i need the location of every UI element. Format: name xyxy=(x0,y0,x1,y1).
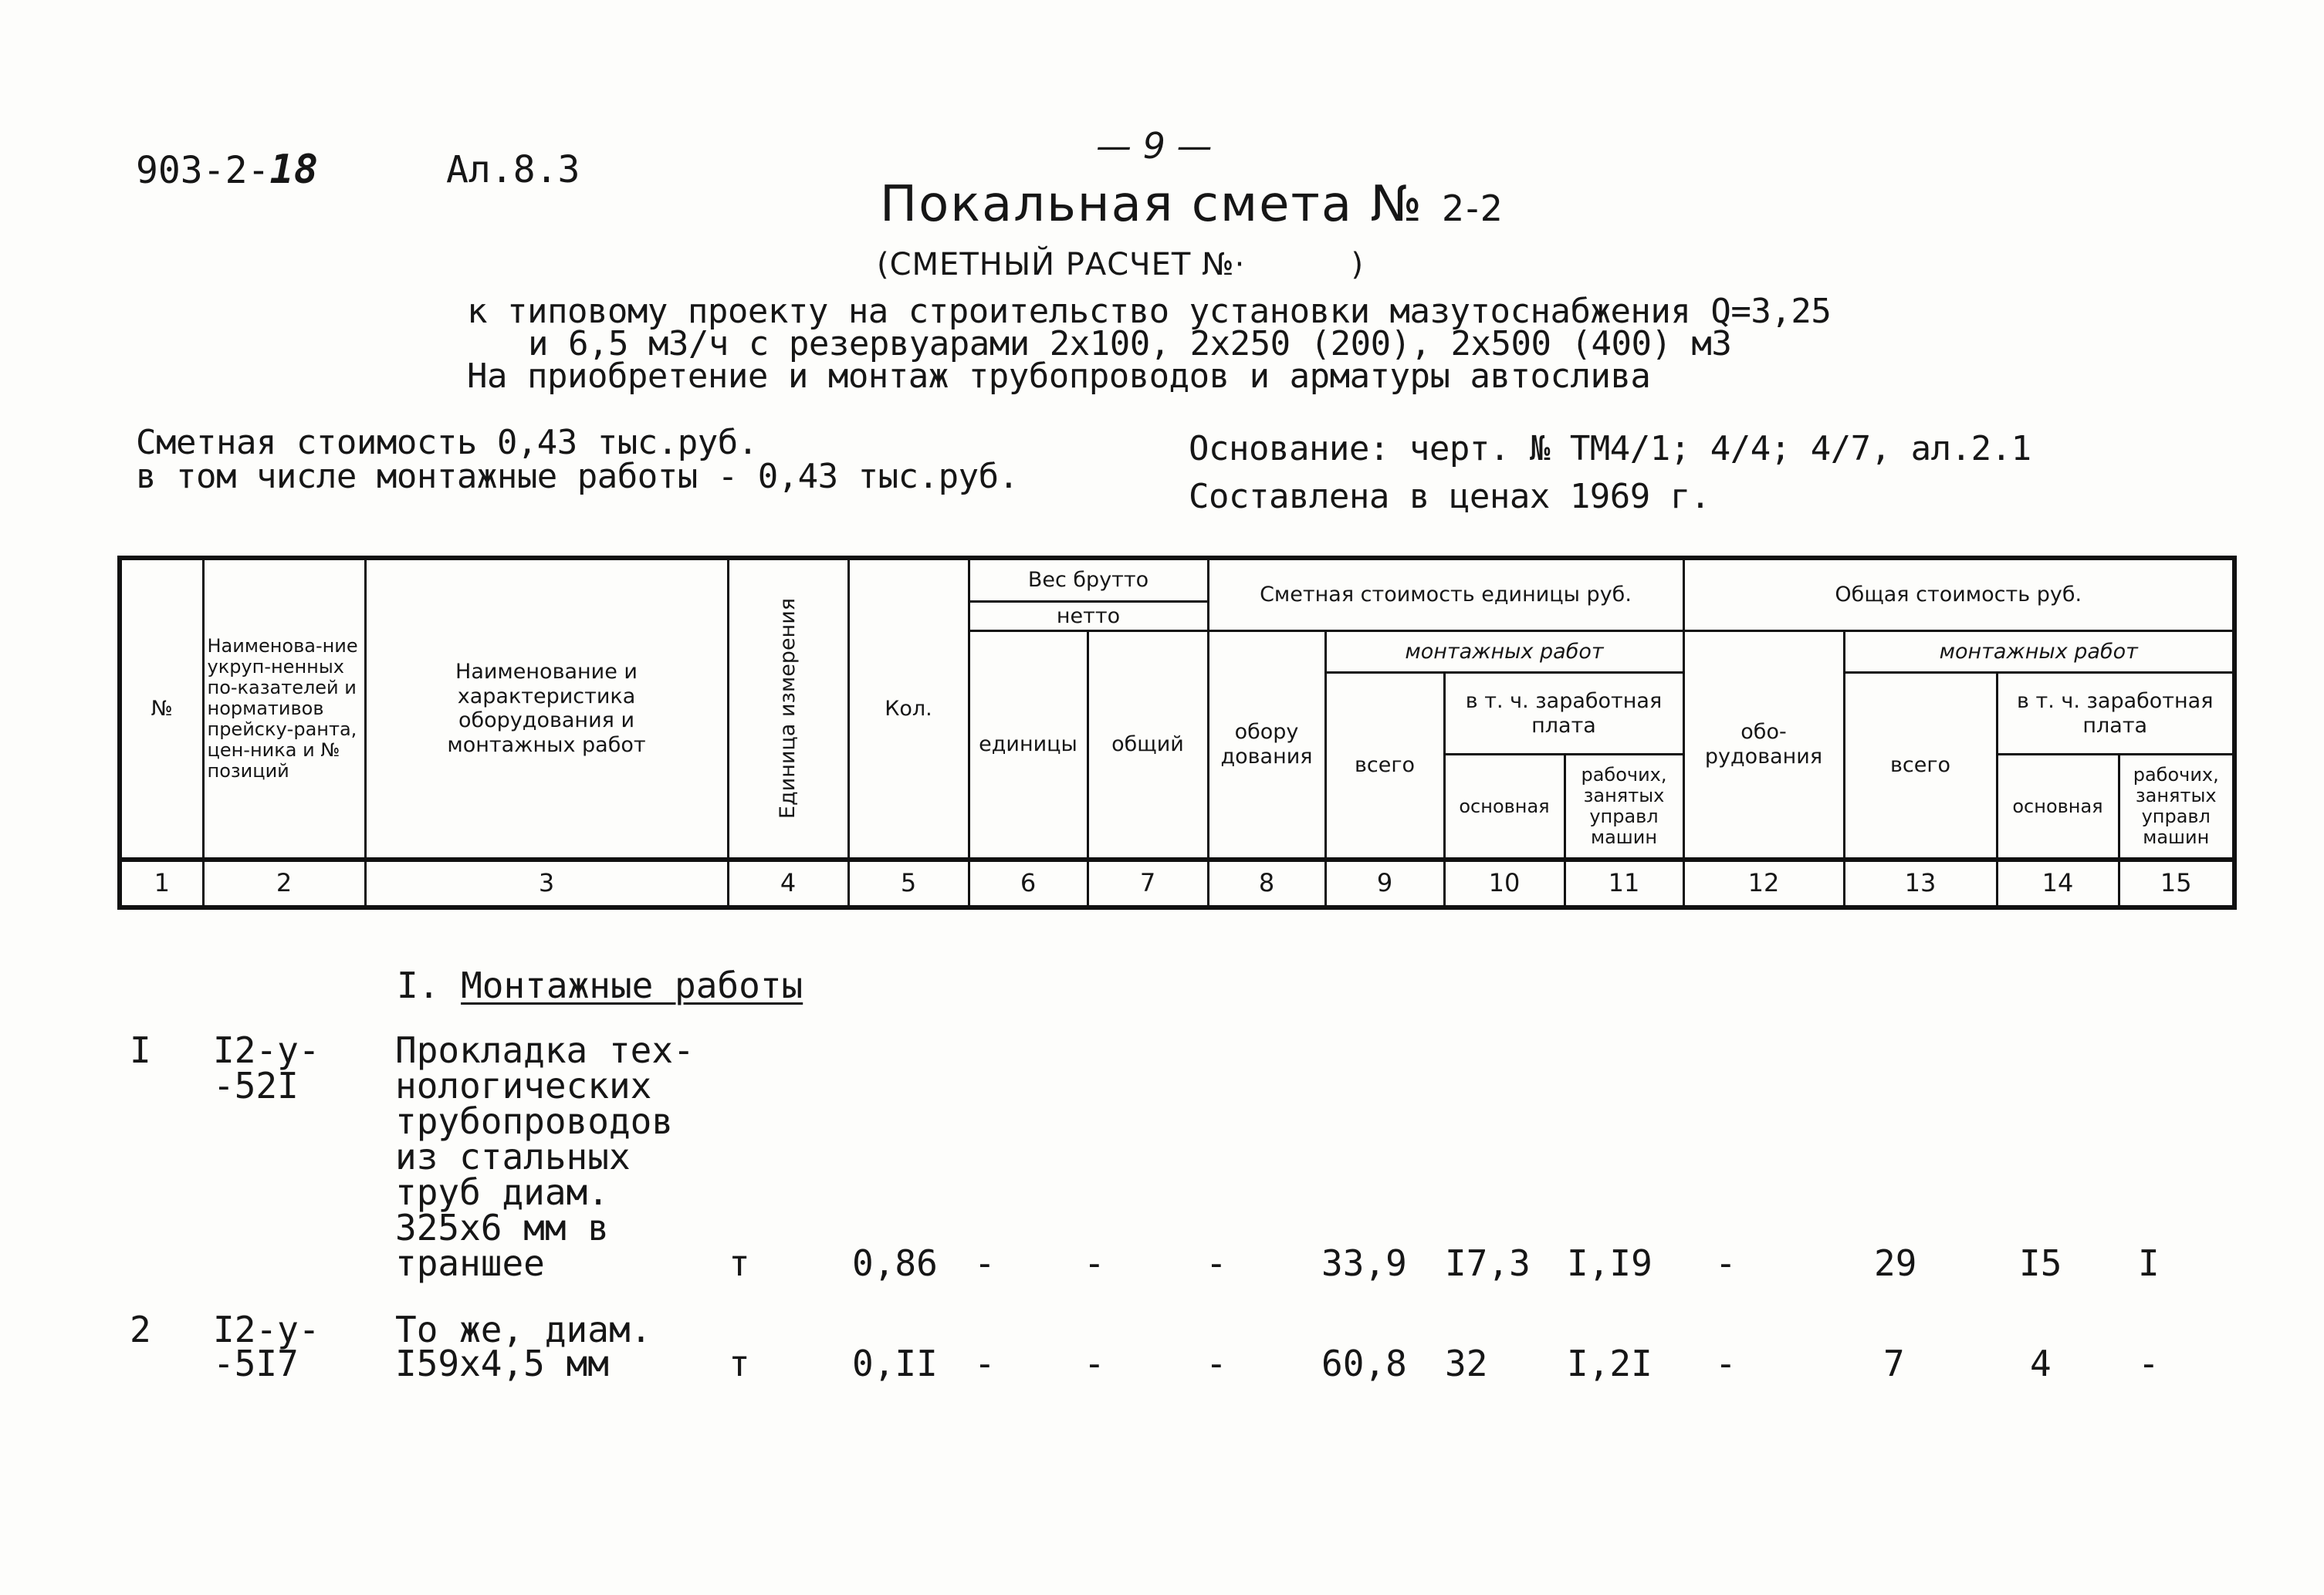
drawing-code-prefix: 903-2- xyxy=(136,149,270,192)
column-number-row xyxy=(120,860,2234,907)
row-description-line: нологических xyxy=(395,1065,652,1107)
row-total-wage-machine: I xyxy=(2138,1242,2160,1284)
col-header-unit-wage-machine: рабочих, занятых управл машин xyxy=(1565,755,1683,860)
col-number: 7 xyxy=(1088,860,1208,907)
prices-line: Составлена в ценах 1969 г. xyxy=(1189,477,1710,516)
row-total-equipment: - xyxy=(1715,1242,1737,1284)
row-description-line: Прокладка тех- xyxy=(395,1029,695,1071)
col-header-quantity: Кол. xyxy=(848,558,969,860)
basis-line: Основание: черт. № ТМ4/1; 4/4; 4/7, ал.2.1 xyxy=(1189,429,2031,468)
row-unit-wage-main: I7,3 xyxy=(1445,1242,1531,1284)
row-weight-total: - xyxy=(1084,1343,1105,1384)
project-line-3: На приобретение и монтаж трубопроводов и арматуры автослива xyxy=(467,357,1651,396)
col-group-unit-wage: в т. ч. заработная плата xyxy=(1444,673,1683,755)
col-number: 14 xyxy=(1997,860,2119,907)
row-description-line: I59х4,5 мм xyxy=(395,1343,609,1384)
row-description-line: труб диам. xyxy=(395,1171,609,1213)
row-unit: т xyxy=(729,1343,750,1384)
doc-subtitle: (СМЕТНЫЙ РАСЧЕТ №· ) xyxy=(877,247,1365,282)
row-description-line: из стальных xyxy=(395,1136,631,1178)
col-header-number: № xyxy=(120,558,203,860)
row-unit-wage-machine: I,2I xyxy=(1567,1343,1653,1384)
col-number: 8 xyxy=(1208,860,1325,907)
col-header-total-wage-main: основная xyxy=(1997,755,2119,860)
install-cost-line: в том числе монтажные работы - 0,43 тыс.руб. xyxy=(136,457,1019,496)
cost-line: Сметная стоимость 0,43 тыс.руб. xyxy=(136,423,758,462)
row-total-install: 29 xyxy=(1874,1242,1917,1284)
row-unit-equipment: - xyxy=(1206,1343,1227,1384)
col-header-norm-code: Наименова-ние укруп-ненных по-казателей и нормативов прейску-ранта, цен-ника и № позиций xyxy=(203,558,365,860)
col-header-description: Наименование и характеристика оборудования и монтажных работ xyxy=(365,558,728,860)
col-group-total-install: монтажных работ xyxy=(1844,631,2234,673)
col-header-total-equipment: обо-рудования xyxy=(1683,631,1844,860)
row-description-line: 325х6 мм в xyxy=(395,1207,609,1249)
row-number: 2 xyxy=(130,1309,151,1350)
page-number: — 9 — xyxy=(1096,125,1213,167)
col-number: 1 xyxy=(120,860,203,907)
row-weight-unit: - xyxy=(974,1343,996,1384)
col-group-total-wage: в т. ч. заработная плата xyxy=(1997,673,2234,755)
col-header-unit-wage-main: основная xyxy=(1444,755,1565,860)
doc-title-text: Покальная смета № xyxy=(880,176,1423,233)
col-number: 12 xyxy=(1683,860,1844,907)
col-header-unit-install-total: всего xyxy=(1325,673,1444,860)
col-header-unit-equipment: обору дования xyxy=(1208,631,1325,860)
col-header-total-wage-machine: рабочих, занятых управл машин xyxy=(2119,755,2234,860)
row-unit-wage-machine: I,I9 xyxy=(1567,1242,1653,1284)
row-code-line-2: -52I xyxy=(213,1065,299,1107)
row-unit-install-total: 60,8 xyxy=(1321,1343,1407,1384)
col-group-weight: Вес брутто xyxy=(969,558,1208,601)
row-unit-equipment: - xyxy=(1206,1242,1227,1284)
row-code-line-1: I2-у- xyxy=(213,1029,320,1071)
section-number: I. xyxy=(397,965,440,1006)
col-number: 11 xyxy=(1565,860,1683,907)
row-total-equipment: - xyxy=(1715,1343,1737,1384)
col-group-unit-install: монтажных работ xyxy=(1325,631,1683,673)
row-code-line-1: I2-у- xyxy=(213,1309,320,1350)
drawing-code-suffix: 18 xyxy=(269,147,319,193)
col-number: 2 xyxy=(203,860,365,907)
row-description-line: траншее xyxy=(395,1242,545,1284)
col-number: 13 xyxy=(1844,860,1997,907)
col-header-unit xyxy=(728,558,848,860)
col-header-total-install-total: всего xyxy=(1844,673,1997,860)
col-header-unit-text: Единица измерения xyxy=(776,598,800,819)
row-unit-wage-main: 32 xyxy=(1445,1343,1488,1384)
row-weight-total: - xyxy=(1084,1242,1105,1284)
row-description-line: трубопроводов xyxy=(395,1100,674,1142)
row-total-wage-machine: - xyxy=(2138,1343,2160,1384)
row-unit: т xyxy=(729,1242,750,1284)
estimate-header-table xyxy=(117,556,2237,910)
col-number: 9 xyxy=(1325,860,1444,907)
row-total-install: 7 xyxy=(1883,1343,1905,1384)
col-number: 5 xyxy=(848,860,969,907)
col-group-weight-net: нетто xyxy=(969,601,1208,631)
doc-title-number: 2-2 xyxy=(1441,188,1505,229)
section-title xyxy=(397,965,803,1006)
row-unit-install-total: 33,9 xyxy=(1321,1242,1407,1284)
col-number: 3 xyxy=(365,860,728,907)
album-number: Ал.8.3 xyxy=(446,148,580,191)
col-number: 6 xyxy=(969,860,1088,907)
col-group-total-cost: Общая стоимость руб. xyxy=(1683,558,2234,631)
col-header-weight-unit: единицы xyxy=(969,631,1088,860)
col-number: 15 xyxy=(2119,860,2234,907)
doc-title xyxy=(880,176,1504,233)
project-line-2: и 6,5 м3/ч с резервуарами 2х100, 2х250 (200), 2х500 (400) м3 xyxy=(528,324,1732,363)
col-group-unit-cost: Сметная стоимость единицы руб. xyxy=(1208,558,1683,631)
col-number: 10 xyxy=(1444,860,1565,907)
row-number: I xyxy=(130,1029,151,1071)
row-quantity: 0,86 xyxy=(852,1242,938,1284)
drawing-code xyxy=(136,147,318,193)
row-quantity: 0,II xyxy=(852,1343,938,1384)
row-total-wage-main: I5 xyxy=(2019,1242,2062,1284)
section-title-text: Монтажные работы xyxy=(461,965,803,1006)
row-weight-unit: - xyxy=(974,1242,996,1284)
row-code-line-2: -5I7 xyxy=(213,1343,299,1384)
row-description-line: То же, диам. xyxy=(395,1309,652,1350)
col-number: 4 xyxy=(728,860,848,907)
col-header-weight-total: общий xyxy=(1088,631,1208,860)
project-line-1: к типовому проекту на строительство установки мазутоснабжения Q=3,25 xyxy=(467,292,1832,331)
row-total-wage-main: 4 xyxy=(2030,1343,2052,1384)
